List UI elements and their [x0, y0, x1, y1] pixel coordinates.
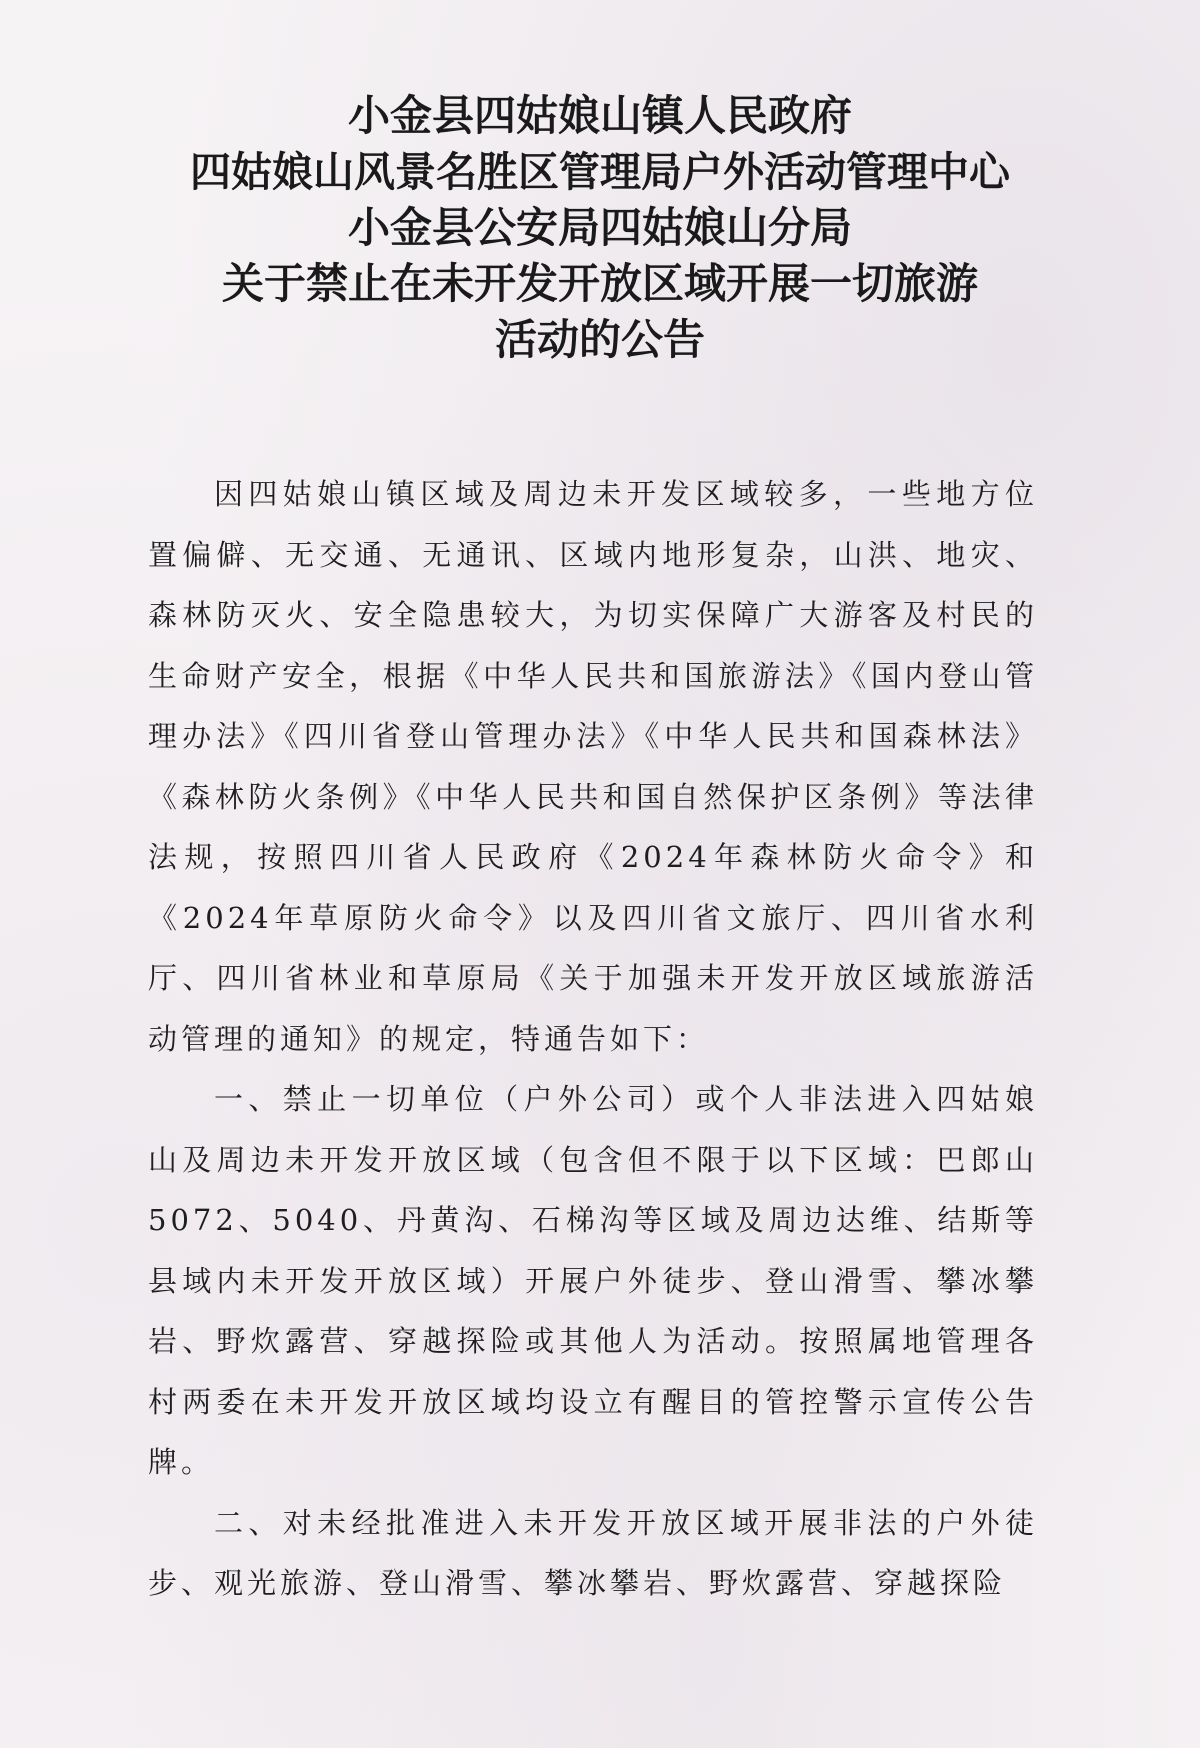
bleed-through-shadow — [190, 372, 630, 442]
title-line-issuer-3: 小金县公安局四姑娘山分局 — [347, 203, 852, 252]
title-line-issuer-1: 小金县四姑娘山镇人民政府 — [347, 91, 852, 140]
notice-title — [0, 88, 1200, 368]
title-line-issuer-2: 四姑娘山风景名胜区管理局户外活动管理中心 — [190, 148, 1010, 196]
notice-body — [148, 464, 1038, 1614]
title-line-subject-1: 关于禁止在未开发开放区域开展一切旅游 — [221, 259, 978, 308]
title-line-subject-2: 活动的公告 — [494, 315, 705, 364]
paragraph-item-2: 二、对未经批准进入未开发开放区域开展非法的户外徒步、观光旅游、登山滑雪、攀冰攀岩、野炊露营、穿越探险 — [148, 1505, 1038, 1600]
paragraph-preamble: 因四姑娘山镇区域及周边未开发区域较多，一些地方位置偏僻、无交通、无通讯、区域内地形复杂，山洪、地灾、森林防灭火、安全隐患较大，为切实保障广大游客及村民的生命财产安全，根据《中华人民共和国旅游法》《国内登山管理办法》《四川省登山管理办法》《中华人民共和国森林法》《森林防火条例》《中华人民共和国自然保护区条例》等法律法规，按照四川省人民政府《2024年森林防火命令》和《2024年草原防火命令》以及四川省文旅厅、四川省水利厅、四川省林业和草原局《关于加强未开发开放区域旅游活动管理的通知》的规定，特通告如下： — [148, 477, 1038, 1056]
paragraph-item-1: 一、禁止一切单位（户外公司）或个人非法进入四姑娘山及周边未开发开放区域（包含但不限于以下区域：巴郎山5072、5040、丹黄沟、石梯沟等区域及周边达维、结斯等县域内未开发开放区域）开展户外徒步、登山滑雪、攀冰攀岩、野炊露营、穿越探险或其他人为活动。按照属地管理各村两委在未开发开放区域均设立有醒目的管控警示宣传公告牌。 — [148, 1082, 1038, 1479]
